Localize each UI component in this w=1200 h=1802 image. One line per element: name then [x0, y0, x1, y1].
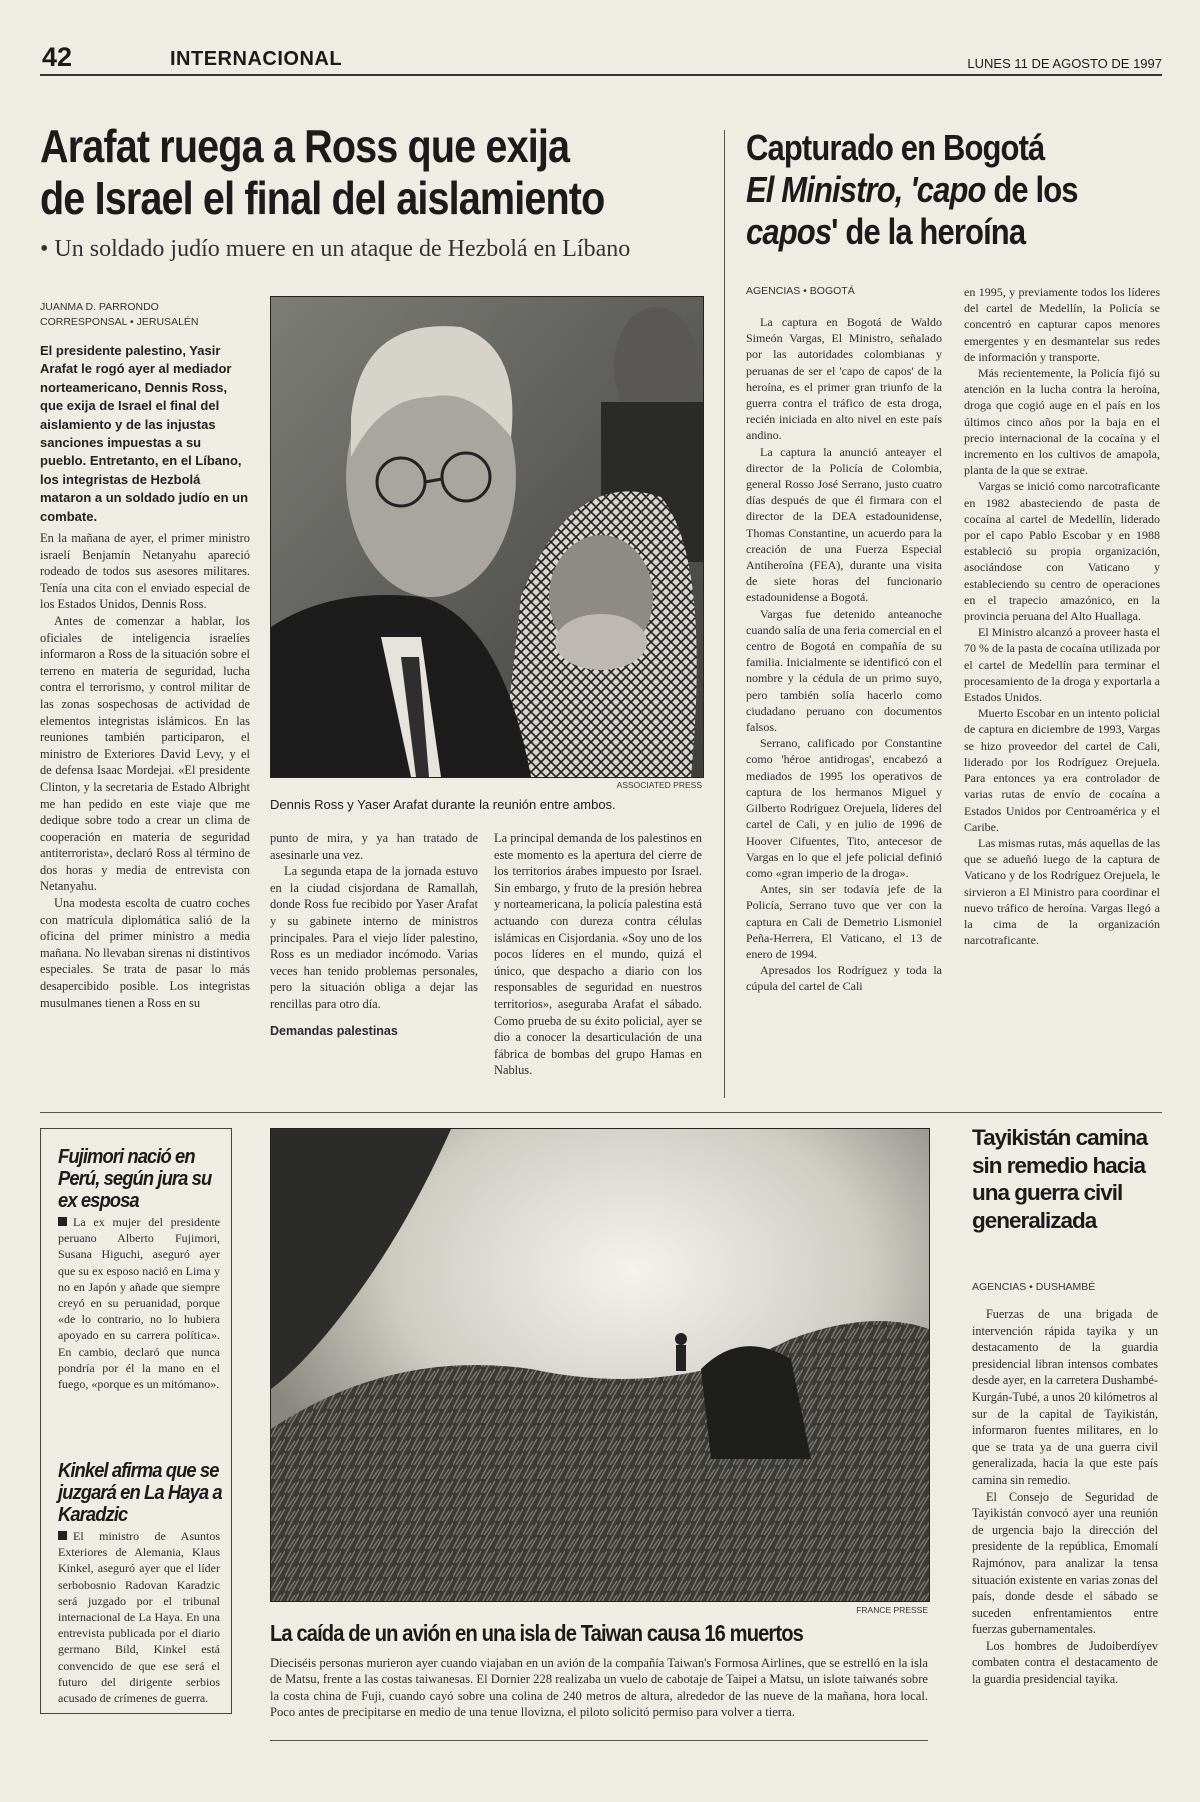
bogota-headline-line-2	[746, 170, 1078, 210]
bogota-paragraph: Antes, sin ser todavía jefe de la Policía, Serrano tuvo que ver con la captura en Cali de Demetrio Lismoniel Peña-Herrera, El Vaticano, el 13 de enero de 1994.	[746, 882, 942, 961]
taiwan-text: Dieciséis personas murieron ayer cuando viajaban en un avión de la compañía Taiwan's Formosa Airlines, que se estrelló en la isla de Matsu, frente a las costas taiwanesas. El Dornier 228 realizaba un vuelo de cabotaje de Taipei a Matsu, un islote taiwanés sobre la costa china de Fuji, cuando cayó sobre una colina de 240 metros de altura, alrededor de las nueve de la mañana, hora local. Poco antes de precipitarse en medio de una tenue llovizna, el piloto solicitó permiso para volver a tierra.	[270, 1656, 928, 1720]
main-column-1	[40, 530, 250, 1011]
tajik-column	[972, 1306, 1158, 1688]
main-subhead: Demandas palestinas	[270, 1023, 398, 1038]
photo-caption-ross-arafat: Dennis Ross y Yaser Arafat durante la reunión entre ambos.	[270, 797, 616, 812]
bogota-column-2	[964, 284, 1160, 948]
bogota-paragraph: La captura la anunció anteayer el director de la Policía de Colombia, general Rosso José Serrano, justo cuatro días después de que él firmara con el director de la DEA estadounidense, Thomas Constantine, un acuerdo para la creación de una Fuerza Especial Antiheroína (FEA), durante una visita de siete horas del funcionario estadounidense a Bogotá.	[746, 444, 942, 605]
section-title: INTERNACIONAL	[170, 48, 343, 70]
bogota-headline-part: de los	[985, 169, 1078, 210]
taiwan-headline: La caída de un avión en una isla de Taiwan causa 16 muertos	[270, 1620, 803, 1646]
fujimori-text-block	[58, 1214, 220, 1392]
bogota-paragraph: Más recientemente, la Policía fijó su atención en la lucha contra la heroína, droga que cogió auge en el país en los últimos cinco años por la baja en el precio internacional de la cocaína y el incremento en los cultivos de amapola, planta de la que se extrae.	[964, 366, 1160, 478]
main-paragraph: La segunda etapa de la jornada estuvo en la ciudad cisjordana de Ramallah, donde Ross fue recibido por Yaser Arafat y su gabinete interno de ministros principales. Para el viejo líder palestino, Ross es un mediador incómodo. Varias veces han tenido problemas personales, pero la situación obliga a dejar las rencillas para otro día.	[270, 864, 478, 1011]
section-divider	[40, 1112, 1162, 1113]
bogota-paragraph: El Ministro alcanzó a proveer hasta el 70 % de la pasta de cocaína utilizada por el cartel de Medellín para terminar el procesamiento de la droga y exportarla a Estados Unidos.	[964, 625, 1160, 705]
bogota-headline-part: El Ministro, '	[746, 169, 917, 210]
author-dateline: CORRESPONSAL • JERUSALÉN	[40, 316, 199, 328]
main-lead: El presidente palestino, Yasir Arafat le rogó ayer al mediador norteamericano, Dennis Ross, que exija de Israel el final del aislamiento y de las injustas sanciones impuestas a su pueblo. Entretanto, en el Líbano, los integristas de Hezbolá mataron a un soldado judío en un combate.	[40, 343, 249, 524]
tajik-headline: Tayikistán camina sin remedio hacia una guerra civil generalizada	[972, 1125, 1148, 1233]
main-paragraph: En la mañana de ayer, el primer ministro israelí Benjamín Netanyahu apareció rodeado de todos sus asesores militares. Tenía una cita con el enviado especial de los Estados Unidos, Dennis Ross.	[40, 531, 250, 612]
bogota-paragraph: Vargas se inició como narcotraficante en 1982 abasteciendo de pasta de cocaína al cartel de Medellín, liderado por el capo Pablo Escobar y en 1988 estableció su propia organización, asociándose con Vaticano y estableciendo su centro de operaciones en el trapecio amazónico, en la provincia peruana del Alto Huallaga.	[964, 479, 1160, 624]
header-rule	[40, 74, 1162, 76]
main-column-2	[270, 830, 478, 1039]
bogota-paragraph: Muerto Escobar en un intento policial de captura en diciembre de 1993, Vargas se hizo proveedor del cartel de Cali, liderado por los Rodríguez Orejuela. Para entonces ya era controlador de varias rutas de envío de cocaína a Estados Unidos por Centroamérica y el Caribe.	[964, 706, 1160, 834]
main-headline-line-1: Arafat ruega a Ross que exija	[40, 120, 570, 172]
bogota-headline-part: capos	[746, 211, 832, 252]
bogota-headline-part: capo	[916, 169, 986, 210]
tajik-paragraph: El Consejo de Seguridad de Tayikistán convocó ayer una reunión de urgencia bajo la dirección del presidente de la república, Emomalí Rajmónov, para analizar la tensa situación existente en varias zonas del país, donde desde el sábado se suceden enfrentamientos entre fuerzas gubernamentales.	[972, 1489, 1158, 1637]
kinkel-text: El ministro de Asuntos Exteriores de Alemania, Klaus Kinkel, aseguró ayer que el líder serbobosnio Radovan Karadzic será juzgado por el tribunal internacional de La Haya. En una entrevista publicada por el diario germano Bild, Kinkel está convencido de que ese será el futuro del dirigente serbios acusado de crímenes de guerra.	[58, 1529, 220, 1706]
main-paragraph: Antes de comenzar a hablar, los oficiales de inteligencia israelíes informaron a Ross de la situación sobre el terreno en materia de seguridad, lucha contra el terrorismo, y control militar de las zonas sospechosas de actividad de elementos integristas islámicos. En las reuniones también participaron, el ministro de Exteriores David Levy, y el de defensa Isaac Mordejai. «El presidente Clinton, y la secretaria de Estado Albright me han pedido en este viaje que me dedique sobre todo a crear un clima de cooperación en materia de seguridad antiterrorista», declaró Ross al término de dos horas y media de entrevista con Netanyahu.	[40, 613, 250, 894]
bogota-paragraph: Las mismas rutas, más aquellas de las que se adueñó luego de la captura de Vaticano y de los Rodríguez Orejuela, le sirvieron a El Ministro para coordinar el nuevo tráfico de heroína. Vargas llegó a la cima de la organización narcotraficante.	[964, 835, 1160, 948]
fujimori-text: La ex mujer del presidente peruano Alberto Fujimori, Susana Higuchi, aseguró ayer que su ex esposo nació en Lima y no en Japón y añade que siempre creyó en su peruanidad, porque «de lo contrario, no lo hubiera apoyado en su carrera política». En cambio, declaró que nunca pondría por él la mano en el fuego, «porque es un mitómano».	[58, 1215, 220, 1392]
main-paragraph: La principal demanda de los palestinos en este momento es la apertura del cierre de los territorios árabes impuesto por Israel. Sin embargo, y fruto de la presión hebrea y norteamericana, la policía palestina está actuando con dureza contra células islámicas en Cisjordania. «Soy uno de los pocos líderes en el mundo, quizá el único, que despacho a diario con los responsables de seguridad en nuestros territorios», aseguraba Arafat el sábado. Como prueba de su éxito policial, ayer se dio a conocer la desarticulación de una fábrica de bombas del grupo Hamas en Nablus.	[494, 831, 702, 1078]
bogota-headline-line-3	[746, 212, 1025, 252]
main-paragraph: Una modesta escolta de cuatro coches con matrícula diplomática salió de la oficina del primer ministro a media mañana. No llevaban sirenas ni distintivos especiales. Se trata de pasar lo más desapercibido posible. Los integristas musulmanes tienen a Ross en su	[40, 896, 250, 1010]
taiwan-bottom-rule	[270, 1740, 928, 1741]
main-column-3	[494, 830, 702, 1079]
tajik-paragraph: Fuerzas de una brigada de intervención rápida tayika y un destacamento de la guardia presidencial libran intensos combates desde ayer, en la carretera Dushambé-Kurgán-Tubé, a unos 20 kilómetros al sur de la capital de Tayikistán, informaron fuentes militares, en lo que se trata ya de una guerra civil generalizada, hacia la que este país camina sin remedio.	[972, 1307, 1158, 1487]
photo-ross-arafat	[270, 296, 704, 778]
bogota-headline-line-1: Capturado en Bogotá	[746, 127, 1045, 168]
bogota-paragraph: Serrano, calificado por Constantine como 'héroe antidrogas', encabezó a mediados de 1995 los operativos de captura de los hermanos Miguel y Gilberto Rodríguez Orejuela, líderes del cartel de Cali, y en julio de 1996 de Hoover Cifuentes, Tito, antecesor de Vargas en lo que el jefe policial definió como «gran imperio de la droga».	[746, 736, 942, 880]
bogota-headline-part: ' de la heroína	[831, 211, 1026, 252]
kinkel-headline: Kinkel afirma que se juzgará en La Haya a Karadzic	[58, 1460, 222, 1526]
photo-plane-crash	[270, 1128, 930, 1602]
bogota-paragraph: La captura en Bogotá de Waldo Simeón Vargas, El Ministro, señalado por las autoridades colombianas y peruanas de ser el 'capo de capos' de la heroína, es el primer gran triunfo de la guerra contra el tráfico de esta droga, recién iniciada en alto nivel en este país andino.	[746, 315, 942, 443]
main-headline-line-2: de Israel el final del aislamiento	[40, 172, 605, 224]
bullet-square-icon	[58, 1217, 67, 1226]
author-name: JUANMA D. PARRONDO	[40, 301, 159, 313]
tajik-dateline: AGENCIAS • DUSHAMBÉ	[972, 1281, 1096, 1293]
bogota-paragraph: Apresados los Rodríguez y toda la cúpula del cartel de Cali	[746, 963, 942, 994]
photo-credit-fp: FRANCE PRESSE	[856, 1605, 928, 1615]
bogota-column-1	[746, 314, 942, 995]
page-number: 42	[42, 42, 73, 72]
column-rule-right	[724, 130, 725, 1098]
main-paragraph: punto de mira, y ya han tratado de asesinarle una vez.	[270, 831, 478, 862]
bogota-paragraph: en 1995, y previamente todos los líderes del cartel de Medellín, la Policía se concentró en capturar capos menores emergentes y en desmantelar sus redes de información y transporte.	[964, 285, 1160, 364]
main-subheadline: • Un soldado judío muere en un ataque de Hezbolá en Líbano	[40, 236, 631, 262]
tajik-paragraph: Los hombres de Judoiberdíyev combaten contra el destacamento de la guardia presidencial tayika.	[972, 1638, 1158, 1687]
issue-date: LUNES 11 DE AGOSTO DE 1997	[967, 56, 1162, 71]
bogota-dateline: AGENCIAS • BOGOTÁ	[746, 285, 855, 297]
photo-credit-ap: ASSOCIATED PRESS	[616, 780, 702, 790]
fujimori-headline: Fujimori nació en Perú, según jura su ex esposa	[58, 1146, 212, 1212]
bogota-paragraph: Vargas fue detenido anteanoche cuando salía de una feria comercial en el centro de Bogotá en compañía de su familia. Inicialmente se identificó con el nombre y la cédula de un primo suyo, pero también solía hacerlo como ciudadano peruano con documentos falsos.	[746, 606, 942, 735]
kinkel-text-block	[58, 1528, 220, 1706]
bullet-square-icon	[58, 1531, 67, 1540]
